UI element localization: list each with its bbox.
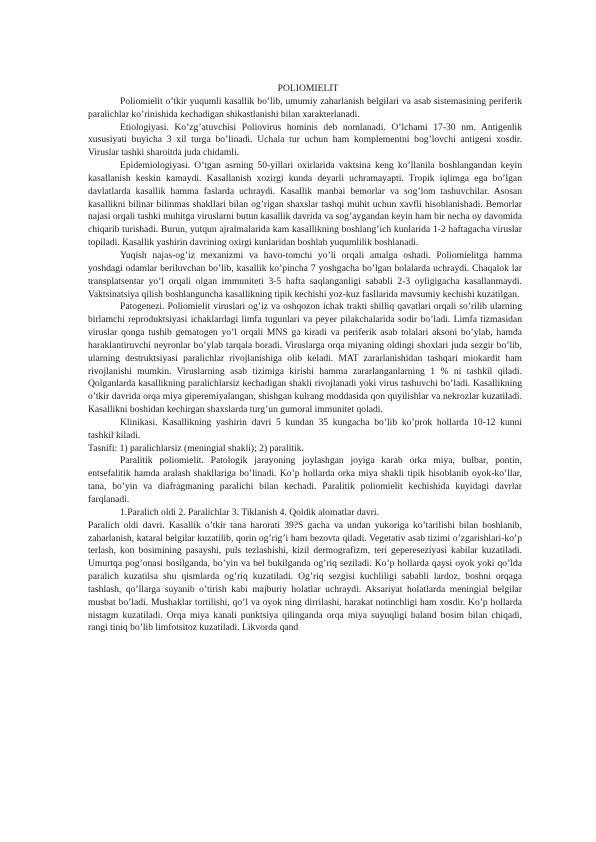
paragraph: Etiologiyasi. Ko’zg’atuvchisi Poliovirus hominis deb nomlanadi. O’lchami 17-30 nm. Antigenlik xususiyati buyicha 3 xil turga bo’linadi. Uchala tur uchun ham komplementni bog’lovchi antigeni xosdir. Viruslar tashki sharoitda juda chidamli. [88, 121, 522, 159]
document-body [88, 96, 522, 635]
paragraph: Yuqish najas-og’iz mexanizmi va havo-tomchi yo’li orqali amalga oshadi. Poliomielitga hamma yoshdagi odamlar beriluvchan bo’lib, kasallik ko’pincha 7 yoshgacha bo’lgan bolalarda uchraydi. Chaqalok lar transplatsentar yo’l orqali olgan immuniteti 3-5 hafta saqlanganligi sababli 2-3 oyligigacha kasallanmaydi. Vaktsinatsiya qilish boshlanguncha kasallikning tipik kechishi yoz-kuz fasllarida mavsumiy kechishi kuzatilgan. [88, 249, 522, 300]
document-title: POLIOMIELIT [277, 83, 339, 94]
paragraph: Klinikasi. Kasallikning yashirin davri 5 kundan 35 kungacha bo’lib ko’prok hollarda 10-12 kunni tashkil kiladi. [88, 416, 522, 441]
paragraph: 1.Paralich oldi 2. Paralichlar 3. Tiklanish 4. Qoldik alomatlar davri. [120, 506, 379, 518]
paragraph: Paralitik poliomielit. Patologik jarayoning joylashgan joyiga karab orka miya, bulbar, pontin, entsefalitik hamda aralash shakllariga bo’linadi. Ko’p hollarda orka miya shakli tipik hisoblanib oyok-ko’llar, tana, bo’yin va diafragmaning paralichi bilan kechadi. Paralitik poliomielit kechishida kuyidagi davrlar farqlanadi. [88, 455, 522, 505]
paragraph: Poliomielit o’tkir yuqumli kasallik bo’lib, umumiy zaharlanish belgilari va asab sistemasining periferik paralichlar ko’rinishida kechadigan shikastlanishi bilan xarakterlanadi. [88, 95, 522, 120]
paragraph: Patogenezi. Poliomielit viruslari og’iz va oshqozon ichak trakti shilliq qavatlari orqali so’rilib ularning birlamchi reproduktsiyasi ichaklardagi limfa tugunlari va peyer pilakchalarida sodir bo’ladi. Limfa tizmasidan viruslar qonga tushib gematogen yo’l orqali MNS ga kiradi va periferik asab tolalari aksoni bo’ylab, hamda haraklantiruvchi neyronlar bo’ylab tarqala boradi. Viruslarga orqa miyaning oldingi shoxlari juda sezgir bo’lib, ularning destruktsiyasi paralichlar rivojlanishiga olib keladi. MAT zararlanishidan tashqari miokardit ham rivojlanishi mumkin. Viruslarning asab tizimiga kirishi hamma zararlanganlarning 1 % ni tashkil qiladi. Qolganlarda kasallikning paralichlarsiz kechadigan shakli rivojlanadi yoki virus tashuvchi bo’ladi. Kasallikning o’tkir davrida orqa miya giperemiyalangan, shishgan kulrang moddasida qon quyilishlar va nekrozlar kuzatiladi. Kasallikni boshidan kechirgan shaxslarda turg’un gumoral immunitet qoladi. [88, 301, 522, 416]
document-page [88, 83, 522, 635]
paragraph: Paralich oldi davri. Kasallik o’tkir tana harorati 39?S gacha va undan yukoriga ko’tarilishi bilan boshlanib, zaharlanish, kataral belgilar kuzatilib, qorin og’rig’i ham bezovta qiladi. Vegetativ asab tizimi o’zgarishlari-ko’p terlash, kon bosimining pasayshi, puls tezlashishi, kizil dermografizm, teri gepereseziyasi kabilar kuzatiladi. Umurtqa pog’onasi bosilganda, bo’yin va bel bukilganda og’riq seziladi. Ko’p hollarda qaysi oyok yoki qo’lda paralich kuzatilsa shu qismlarda og’riq kuzatiladi. Og’riq sezgisi kuchliligi sababli lardoz, boshni orqaga tashlash, qo’llarga suyanib o’tirish kabi majburiy holatlar uchraydi. Aksariyat holatlarda meningial belgilar musbat bo’ladi. Mushaklar tortilishi, qo’l va oyok ning dirrilashi, harakat notinchligi ham xosdir. Ko’p hollarda nistagm kuzatiladi. Orqa miya kanali punktsiya qilinganda orqa miya suyuqligi baland bosim bilan chiqadi, rangi tiniq bo’lib limfotsitoz kuzatiladi. Likvorda qand [88, 519, 522, 634]
paragraph: Epidemiologiyasi. O’tgan asrning 50-yillari oxirlarida vaktsina keng ko’llanila boshlangandan keyin kasallanish keskin kamaydi. Kasallanish xozirgi kunda deyarli uchramayapti. Tropik iqlimga ega bo’lgan davlatlarda kasallik hamma faslarda uchraydi. Kasallik manbai bemorlar va sog’lom tashuvchilar. Asosan kasallikni bilinar bilinmas shakllari bilan og’rigan shaxslar tashqi muhit uchun xavfli hisoblanishadi. Bemorlar najasi orqali tashki muhitga viruslarni butun kasallik davrida va sog’aygandan keyin ham bir necha oy davomida chiqarib turishadi. Burun, yutqun ajralmalarida kam kasallikning boshlang’ich kunlarida 1-2 haftagacha viruslar topiladi. Kasallik yashirin davrining oxirgi kunlaridan boshlab yuqumlilik boshlanadi. [88, 160, 522, 249]
paragraph: Tasnifi: 1) paralichlarsiz (meningial shakli); 2) paralitik. [88, 442, 304, 454]
